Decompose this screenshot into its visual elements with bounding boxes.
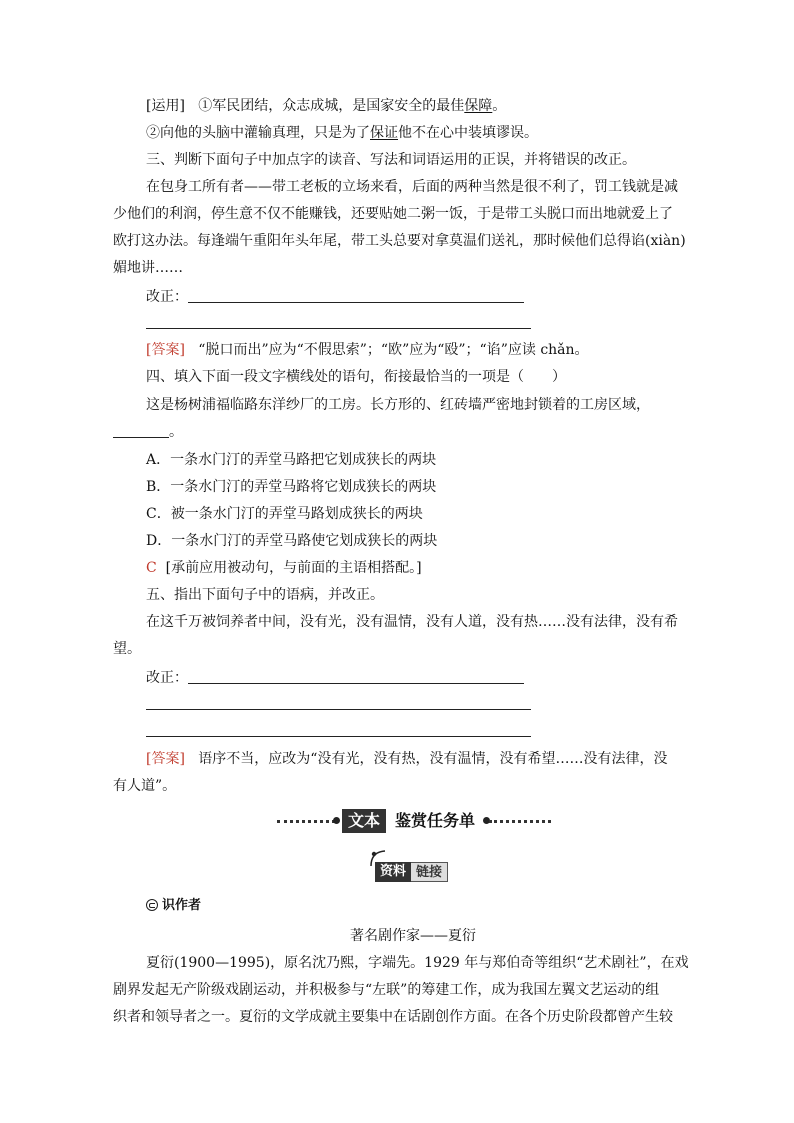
- q3-passage-line: 媚地讲……: [113, 260, 183, 276]
- q3-fix-label: 改正：: [146, 289, 188, 305]
- q5-fix-label: 改正：: [146, 670, 188, 686]
- author-paragraph-line: 织者和领导者之一。夏衍的文学成就主要集中在话剧创作方面。在各个历史阶段都曾产生较: [113, 1009, 673, 1025]
- q5-passage-line: 望。: [113, 641, 141, 657]
- q5-answer-line: [答案] 语序不当，应改为“没有光，没有热，没有温情，没有希望……没有法律，没: [146, 751, 668, 767]
- q4-option-d: D．一条水门汀的弄堂马路使它划成狭长的两块: [146, 533, 438, 549]
- answer-blank-line[interactable]: [188, 683, 524, 684]
- article-title: 著名剧作家——夏衍: [350, 928, 476, 944]
- q3-passage-line: 在包身工所有者——带工老板的立场来看，后面的两种当然是很不利了，罚工钱就是减: [146, 179, 678, 195]
- q4-option-b: B．一条水门汀的弄堂马路将它划成狭长的两块: [146, 479, 437, 495]
- q4-option-c: C．被一条水门汀的弄堂马路划成狭长的两块: [146, 506, 423, 522]
- q5-heading: 五、指出下面句子中的语病，并改正。: [146, 587, 384, 603]
- q5-answer-line: 有人道”。: [113, 778, 177, 794]
- q4-heading: 四、填入下面一段文字横线处的语句，衔接最恰当的一项是（ ）: [146, 369, 566, 385]
- q3-passage-line: 欧打这办法。每逢端午重阳年头年尾，带工头总要对拿莫温们送礼，那时候他们总得谄(xiàn): [113, 233, 686, 249]
- section-marker-icon: [146, 899, 158, 911]
- answer-label: [答案]: [146, 342, 185, 358]
- answer-blank-line[interactable]: [188, 302, 524, 303]
- q3-answer: [答案] “脱口而出”应为“不假思索”；“欧”应为“殴”；“谄”应读 chǎn。: [146, 342, 589, 358]
- dotted-divider: [489, 820, 551, 823]
- q4-option-a: A．一条水门汀的弄堂马路把它划成狭长的两块: [146, 452, 437, 468]
- underlined-word: 保障: [464, 98, 493, 114]
- q4-answer: C [承前应用被动句，与前面的主语相搭配。]: [146, 560, 422, 576]
- dotted-divider: [277, 820, 335, 823]
- underlined-word: 保证: [370, 125, 398, 141]
- author-paragraph-line: 剧界发起无产阶级戏剧运动，并积极参与“左联”的筹建工作，成为我国左翼文艺运动的组: [113, 982, 660, 998]
- section-banner: [273, 808, 553, 834]
- q4-passage: 这是杨树浦福临路东洋纱厂的工房。长方形的、红砖墙严密地封锁着的工房区域，: [146, 397, 650, 413]
- fill-blank-line: [113, 437, 169, 438]
- q4-passage-end: 。: [169, 424, 183, 440]
- banner-box-title: 文本: [342, 809, 386, 833]
- answer-letter: C: [146, 560, 157, 576]
- apply-line-2: ②向他的头脑中灌输真理，只是为了保证他不在心中装填谬误。: [146, 125, 538, 141]
- bullet-dot: [333, 817, 340, 824]
- banner-title: 鉴赏任务单: [395, 811, 476, 830]
- author-paragraph-line: 夏衍(1900—1995)，原名沈乃熙，字端先。1929 年与郑伯奇等组织“艺术剧社”，在戏: [146, 955, 689, 971]
- apply-line-1: [运用] ①军民团结，众志成城，是国家安全的最佳保障。: [146, 98, 507, 114]
- resource-link-tag: [367, 848, 463, 884]
- answer-blank-line[interactable]: [146, 736, 531, 737]
- q3-passage-line: 少他们的利润，停生意不仅不能赚钱，还要贴她二粥一饭，于是带工头脱口而出地就爱上了: [113, 206, 673, 222]
- section-heading: 识作者: [146, 897, 201, 915]
- q5-passage-line: 在这千万被饲养者中间，没有光，没有温情，没有人道，没有热……没有法律，没有希: [146, 614, 678, 630]
- answer-blank-line[interactable]: [146, 328, 531, 329]
- tag-label: 资料 链接: [375, 862, 448, 882]
- answer-blank-line[interactable]: [146, 709, 531, 710]
- q3-heading: 三、判断下面句子中加点字的读音、写法和词语运用的正误，并将错误的改正。: [146, 152, 636, 168]
- answer-label: [答案]: [146, 751, 185, 767]
- apply-label: [运用]: [146, 98, 185, 114]
